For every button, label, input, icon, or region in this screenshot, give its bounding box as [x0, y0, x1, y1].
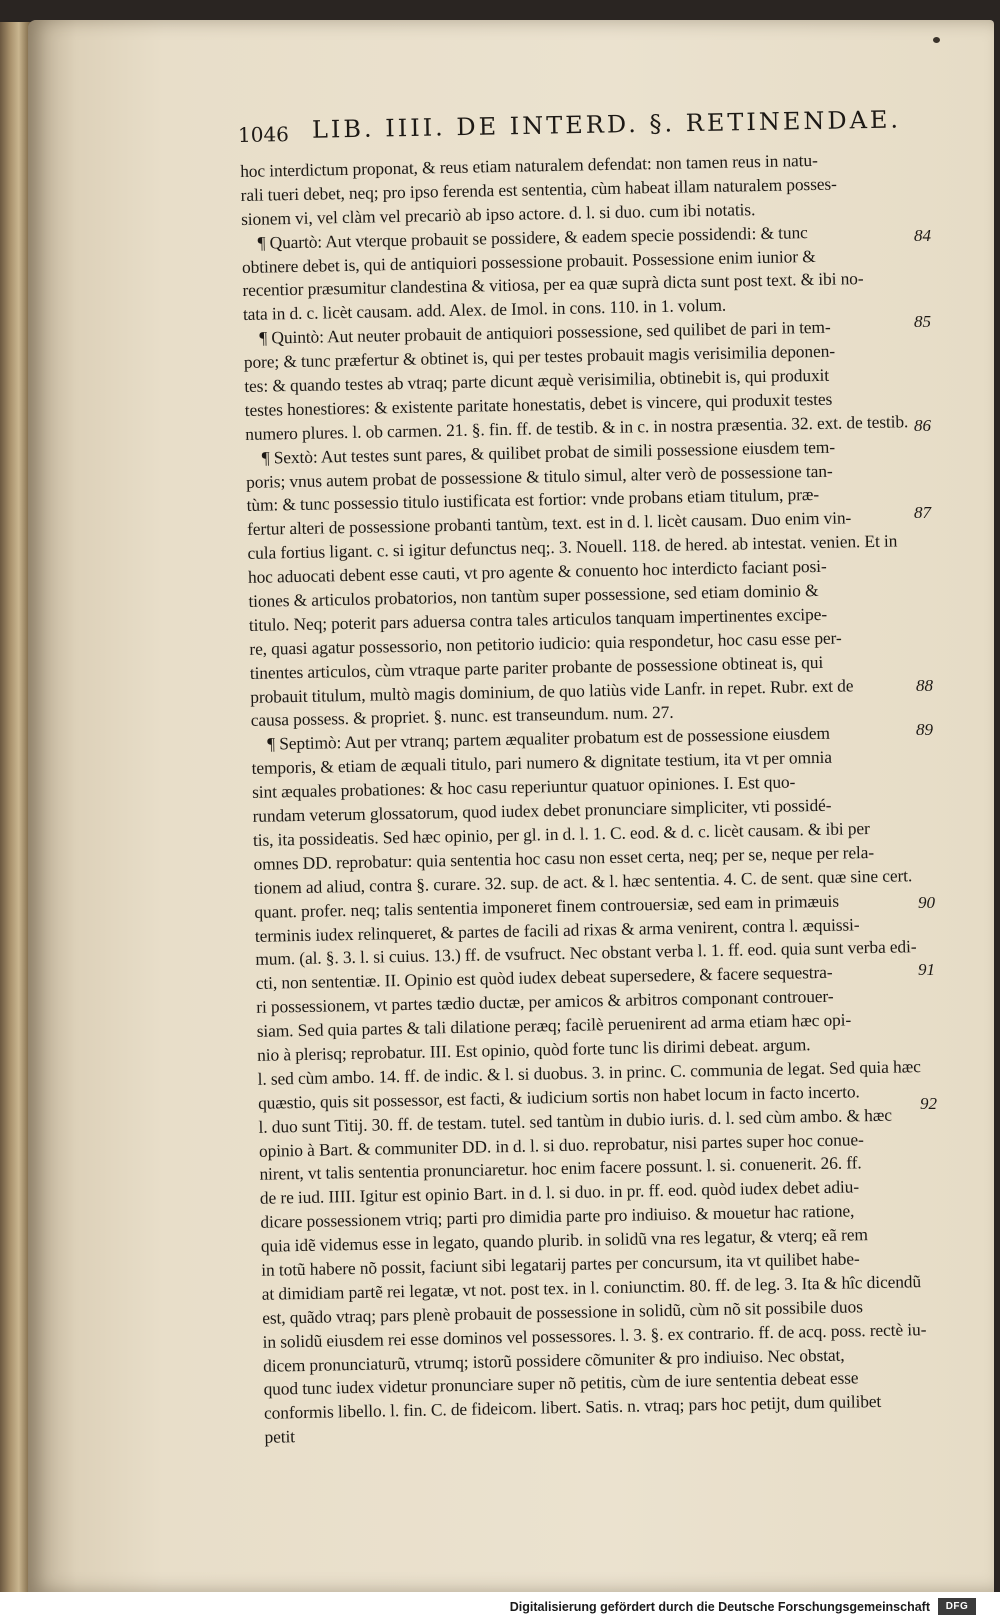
running-head: LIB. IIII. DE INTERD. §. RETINENDAE.	[311, 105, 902, 144]
margin-number: 87	[914, 503, 931, 522]
text-line: hoc aduocati debent esse cauti, vt pro agente & conuento hoc interdicto faciant posi-	[247, 555, 827, 588]
text-line: ¶ Quartò: Aut vterque probauit se possidere, & eadem specie possidendi: & tunc	[257, 221, 808, 253]
margin-number: 89	[916, 720, 933, 739]
margin-number: 88	[916, 676, 933, 695]
text-line: de re iud. IIII. Igitur est opinio Bart. in d. l. si duo. in pr. ff. eod. quòd iudex debet adiu-	[259, 1176, 860, 1209]
margin-number: 86	[914, 416, 931, 435]
text-line: rundam veterum glossatorum, quod iudex debet pronunciare simpliciter, vti possidé-	[252, 794, 832, 826]
digitization-footer	[0, 1592, 1000, 1623]
text-line: tes: & quando testes ab vtraq; parte dicunt æquè verisimilia, obtinebit is, qui produxit	[244, 364, 830, 396]
text-line: quant. profer. neq; talis sententia imponeret finem controuersiæ, sed eam in primæuis	[254, 890, 840, 922]
text-line: at dimidiam partẽ rei legatæ, vt not. post tex. in l. coniunctim. 80. ff. de leg. 3. Ita & hîc dicendũ	[261, 1270, 922, 1304]
margin-number: 91	[918, 960, 935, 979]
text-line: terminis iudex relinqueret, & partes de facili ad rixas & arma venirent, contra l. æquissi-	[254, 913, 860, 946]
text-line: temporis, & etiam de æquali titulo, pari numero & dignitate testium, ita vt per omnia	[251, 747, 833, 779]
text-line: dicare possessionem vtriq; parti pro dimidia parte pro indiuiso. & mouetur hac ratione,	[260, 1200, 855, 1232]
margin-number: 85	[914, 312, 931, 331]
dfg-logo: DFG	[938, 1598, 976, 1615]
margin-number: 84	[914, 226, 931, 245]
text-line: cti, non sententiæ. II. Opinio est quòd iudex debeat supersedere, & facere sequestra-	[255, 962, 833, 994]
text-line: omnes DD. reprobatur: quia sententia hoc casu non esset certa, neq; per se, neque per rela-	[253, 841, 875, 874]
text-line: ¶ Sextò: Aut testes sunt pares, & quilibet probat de simili possessione eiusdem tem-	[261, 436, 836, 468]
text-line: titulo. Neq; poterit pars aduersa contra tales articulos tanquam impertinentes excipe-	[248, 603, 828, 635]
text-line: quæstio, quis sit possessor, est facti, & iudicium sortis non habet locum in facto incerto.	[257, 1081, 860, 1113]
text-line: pore; & tunc præfertur & obtinet is, qui per testes probauit magis verisimilia deponen-	[243, 340, 836, 373]
text-line: l. duo sunt Titij. 30. ff. de testam. tutel. sed tantùm in dubio iuris. d. l. sed cùm ambo. & hæc	[258, 1104, 893, 1137]
text-line: est, quãdo vtraq; pars plenè probauit de possessione in solidũ, cùm nõ sit possibile duos	[262, 1296, 863, 1328]
text-line: causa possess. & propriet. §. nunc. est transeundum. num. 27.	[250, 702, 674, 731]
text-line: nio à plerisq; reprobatur. III. Est opinio, quòd forte tunc lis dirimi debeat. argum.	[256, 1034, 811, 1065]
text-line: siam. Sed quia partes & tali dilatione peræq; facilè peruenirent ad arma etiam hæc opi-	[256, 1009, 852, 1041]
text-line: l. sed cùm ambo. 14. ff. de indic. & l. si duobus. 3. in princ. C. communia de legat. Sed quia hæc	[257, 1055, 921, 1089]
text-line: numero plures. l. ob carmen. 21. §. fin. ff. de testib. & in c. in nostra præsentia. 32. ext. de testib.	[245, 411, 909, 444]
text-line: ¶ Septimò: Aut per vtranq; partem æqualiter probatum est de possessione eiusdem	[267, 723, 830, 754]
text-line: tionem ad aliud, contra §. curare. 32. sup. de act. & l. hæc sententia. 4. C. de sent. quæ sine cert.	[253, 864, 913, 898]
body-text	[240, 147, 937, 1450]
text-line: nirent, vt talis sententia pronunciaretur. hoc enim facere possunt. l. si. conuenerit. 26. ff.	[259, 1152, 862, 1185]
text-line: obtinere debet is, qui de antiquiori possessione probauit. Possessione enim iunior &	[241, 245, 816, 277]
text-line: in totũ habere nõ possit, faciunt sibi legatarij partes per concursum, ita vt quilibet habe-	[261, 1248, 860, 1280]
text-line: sint æquales probationes: & hoc casu reperiuntur quatuor opiniones. I. Est quo-	[251, 771, 796, 803]
footer-credit: Digitalisierung gefördert durch die Deutsche Forschungsgemeinschaft	[509, 1600, 930, 1614]
margin-number: 90	[918, 893, 935, 912]
text-line: fertur alteri de possessione probanti tantùm, text. est in d. l. licèt causam. Duo enim vin-	[246, 507, 852, 540]
text-line: tata in d. c. licèt causam. add. Alex. de Imol. in cons. 110. in 1. volum.	[242, 295, 727, 325]
text-line: tiones & articulos probatorios, non tantùm super possessione, sed etiam dominio &	[248, 580, 819, 611]
text-line: tis, ita possideatis. Sed hæc opinio, per gl. in d. l. 1. C. eod. & d. c. licèt causam. & ibi per	[252, 817, 870, 850]
text-line: tinentes articulos, cùm vtraque parte pariter probante de possessione obtineat is, qui	[249, 651, 824, 683]
page-number: 1046	[237, 122, 290, 147]
text-line: poris; vnus autem probat de possessione & titulo simul, alter verò de possessione tan-	[245, 460, 833, 492]
text-line: cula fortius ligant. c. si igitur defunctus neq;. 3. Nouell. 118. de hered. ab intestat. venien. Et in	[247, 530, 898, 564]
text-line: recentior præsumitur clandestina & vitiosa, per ea quæ suprà dicta sunt post text. & ibi no-	[242, 268, 864, 301]
text-line: quod tunc iudex videtur pronunciare super nõ petitis, cùm de iure sententia debeat esse	[263, 1367, 859, 1400]
text-line: dicem pronunciaturũ, vtrumq; istorũ possidere cõmuniter & pro indiuiso. Nec obstat,	[262, 1344, 845, 1376]
text-line: tùm: & tunc possessio titulo iustificata est fortior: vnde probans etiam titulum, præ-	[246, 484, 820, 516]
margin-number: 92	[920, 1094, 937, 1113]
text-line: sionem vi, vel clàm vel precariò ab ipso actore. d. l. si duo. cum ibi notatis.	[240, 198, 756, 229]
text-line: ri possessionem, vt partes tædio ductæ, per amicos & arbitros componant controuer-	[256, 985, 834, 1018]
text-line: rali tueri debet, neq; pro ipso ferenda est sententia, cùm habeat illam naturalem posses-	[240, 173, 837, 205]
text-line: opinio à Bart. & communiter DD. in d. l. si duo. reprobatur, nisi partes super hoc conue-	[258, 1128, 864, 1161]
text-line: petit	[264, 1426, 296, 1447]
text-line: re, quasi agatur possessorio, non petitorio iudicio: quia respondetur, hoc casu esse per-	[249, 627, 842, 659]
text-line: hoc interdictum proponat, & reus etiam naturalem defendat: non tamen reus in natu-	[240, 149, 818, 181]
text-line: testes honestiores: & existente paritate honestatis, debet is vincere, qui produxit testes	[244, 388, 833, 420]
text-line: quia idẽ videmus esse in legato, quando plurib. in solidũ vna res legatur, & vterq; eã rem	[260, 1224, 868, 1256]
text-line: mum. (al. §. 3. l. si cuius. 13.) ff. de vsufruct. Nec obstant verba l. 1. ff. eod. quia sunt verba edi-	[255, 936, 917, 970]
text-line: conformis libello. l. fin. C. de fideicom. libert. Satis. n. vtraq; pars hoc petijt, dum quilibet	[263, 1391, 882, 1424]
text-line: ¶ Quintò: Aut neuter probauit de antiquiori possessione, sed quilibet de pari in tem-	[259, 316, 831, 348]
text-line: in solidũ eiusdem rei esse dominos vel possessores. l. 3. §. ex contrario. ff. de acq. poss. rectè iu-	[262, 1318, 927, 1352]
ink-spot	[933, 37, 940, 43]
text-line: probauit titulum, multò magis dominium, de quo latiùs vide Lanfr. in repet. Rubr. ext de	[250, 674, 854, 707]
